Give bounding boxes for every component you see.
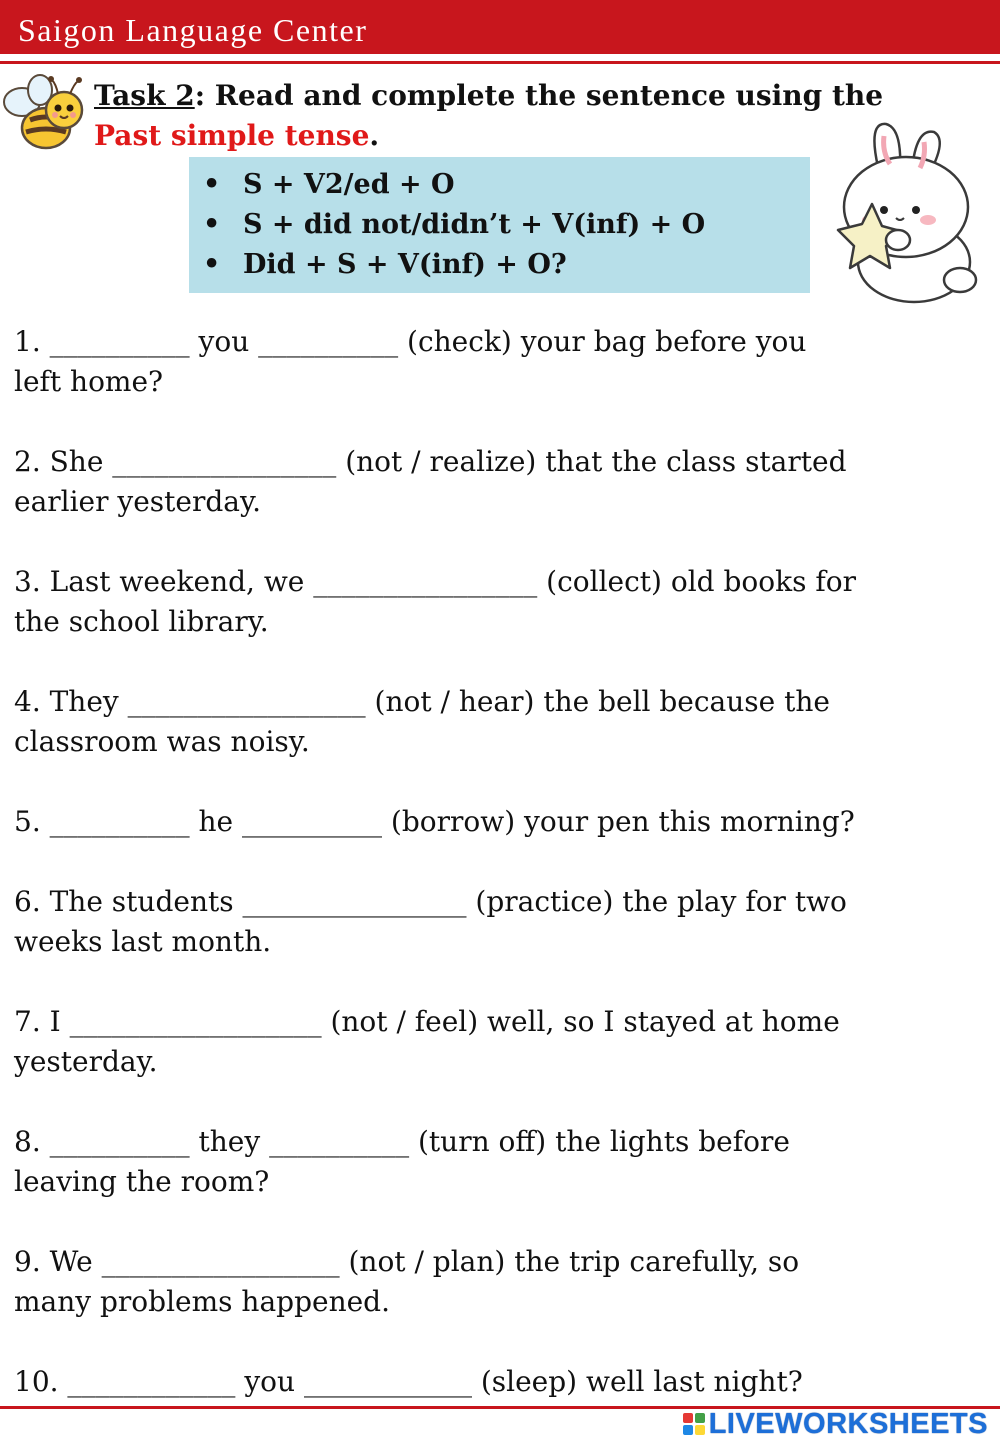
bullet-icon: •: [203, 209, 221, 240]
formula-box: [189, 157, 810, 293]
formula-item: [203, 247, 567, 283]
formula-item: [203, 167, 455, 203]
task-label: Task 2: [94, 79, 195, 112]
exercise-line: 3. Last weekend, we ________________ (collect) old books for: [14, 565, 856, 598]
bullet-icon: •: [203, 169, 221, 200]
logo-block: [695, 1425, 705, 1435]
task-instruction-text: : Read and complete the sentence using the: [194, 79, 884, 112]
exercise-line: 7. I __________________ (not / feel) well, so I stayed at home: [14, 1005, 840, 1038]
logo-blocks-icon: [683, 1413, 705, 1435]
exercise-line: 1. __________ you __________ (check) your bag before you: [14, 325, 807, 358]
header-divider: [0, 61, 1000, 64]
logo-block: [683, 1425, 693, 1435]
exercise-line: many problems happened.: [14, 1285, 391, 1318]
exercise-line: 6. The students ________________ (practice) the play for two: [14, 885, 847, 918]
task-end-punct: .: [369, 119, 380, 152]
header-title: Saigon Language Center: [18, 12, 368, 48]
exercise-item-1: [14, 322, 994, 402]
logo-text: LIVEWORKSHEETS: [708, 1407, 988, 1440]
bee-icon: [0, 72, 90, 156]
exercise-line: 10. ____________ you ____________ (sleep) well last night?: [14, 1365, 803, 1398]
exercise-item-3: [14, 562, 994, 642]
logo-block: [683, 1413, 693, 1423]
exercise-item-10: [14, 1362, 994, 1402]
exercise-line: 5. __________ he __________ (borrow) your pen this morning?: [14, 805, 855, 838]
formula-text: S + V2/ed + O: [243, 169, 455, 200]
exercise-item-2: [14, 442, 994, 522]
exercise-item-7: [14, 1002, 994, 1082]
exercise-line: 8. __________ they __________ (turn off) the lights before: [14, 1125, 790, 1158]
exercise-line: weeks last month.: [14, 925, 272, 958]
task-instruction-continued: [94, 118, 379, 154]
exercise-line: classroom was noisy.: [14, 725, 310, 758]
exercise-item-9: [14, 1242, 994, 1322]
exercise-line: earlier yesterday.: [14, 485, 261, 518]
formula-item: [203, 207, 705, 243]
bunny-icon: [828, 112, 984, 308]
exercise-line: 2. She ________________ (not / realize) that the class started: [14, 445, 847, 478]
exercise-line: 4. They _________________ (not / hear) the bell because the: [14, 685, 830, 718]
exercise-line: 9. We _________________ (not / plan) the trip carefully, so: [14, 1245, 800, 1278]
logo-block: [695, 1413, 705, 1423]
exercise-line: the school library.: [14, 605, 269, 638]
exercise-item-6: [14, 882, 994, 962]
exercise-item-4: [14, 682, 994, 762]
task-tense: Past simple tense: [94, 119, 370, 152]
exercise-item-8: [14, 1122, 994, 1202]
task-instruction: [94, 78, 883, 114]
exercise-line: left home?: [14, 365, 164, 398]
exercise-item-5: [14, 802, 994, 842]
formula-text: S + did not/didn’t + V(inf) + O: [243, 209, 706, 240]
exercise-line: leaving the room?: [14, 1165, 270, 1198]
bullet-icon: •: [203, 249, 221, 280]
exercise-line: yesterday.: [14, 1045, 158, 1078]
header-bar: [0, 0, 1000, 54]
liveworksheets-logo[interactable]: [683, 1408, 988, 1440]
formula-text: Did + S + V(inf) + O?: [243, 249, 567, 280]
